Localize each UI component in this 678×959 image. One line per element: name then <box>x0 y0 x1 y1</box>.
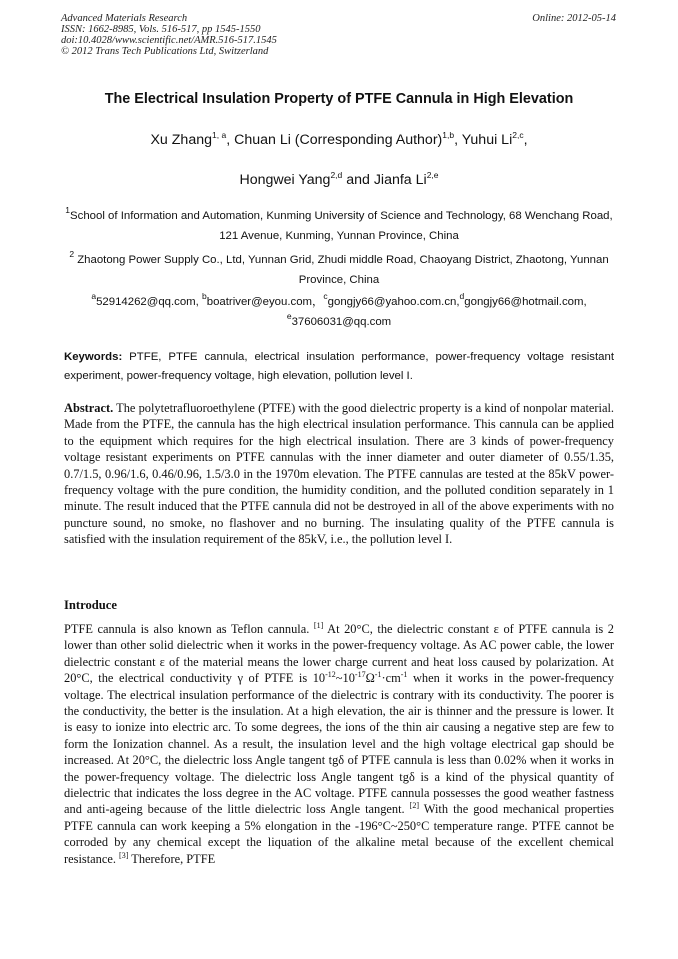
affiliation-1 <box>61 206 617 246</box>
author-name: Xu Zhang <box>150 132 212 148</box>
author-affil-marker: 2,e <box>426 170 439 180</box>
author-name: , Chuan Li (Corresponding Author) <box>226 132 443 148</box>
author-name: and Jianfa Li <box>342 172 427 188</box>
keywords-label: Keywords: <box>64 351 123 363</box>
journal-header <box>61 13 277 57</box>
abstract <box>64 400 614 548</box>
issn-line: ISSN: 1662-8985, Vols. 516-517, pp 1545-1550 <box>61 24 261 35</box>
author-separator: , <box>523 132 528 148</box>
email-address: 37606031@qq.com <box>291 316 392 328</box>
author-name: , Yuhui Li <box>454 132 513 148</box>
exponent: -17 <box>354 670 366 680</box>
author-line-2 <box>0 172 678 188</box>
citation-ref[interactable]: [3] <box>119 850 129 860</box>
author-affil-marker: 1,b <box>442 130 455 140</box>
intro-text: Ω <box>365 671 375 686</box>
affiliation-marker: 2 <box>69 249 75 259</box>
author-affil-marker: 2,c <box>512 130 524 140</box>
intro-text: ~10 <box>335 671 355 686</box>
keywords <box>64 348 614 386</box>
author-name: Hongwei Yang <box>239 172 331 188</box>
keywords-text: PTFE, PTFE cannula, electrical insulation performance, power-frequency voltage resistant experiment, power-frequency voltage, high elevation, pollution level I. <box>64 351 614 382</box>
abstract-label: Abstract. <box>64 401 114 415</box>
email-marker: d <box>459 291 465 301</box>
doi-line: doi:10.4028/www.scientific.net/AMR.516-517.1545 <box>61 35 277 46</box>
author-affil-marker: 2,d <box>330 170 343 180</box>
author-affil-marker: 1, a <box>212 130 227 140</box>
affiliation-text: Zhaotong Power Supply Co., Ltd, Yunnan Grid, Zhudi middle Road, Chaoyang District, Zhaotong, Yunnan Province, China <box>74 254 609 286</box>
journal-name: Advanced Materials Research <box>61 13 188 24</box>
affiliation-text: School of Information and Automation, Kunming University of Science and Technology, 68 Wenchang Road, 121 Avenue, Kunming, Yunnan Province, China <box>70 210 613 242</box>
section-heading-introduce: Introduce <box>64 598 117 612</box>
online-date: Online: 2012-05-14 <box>532 13 616 24</box>
abstract-text: The polytetrafluoroethylene (PTFE) with the good dielectric property is a kind of nonpolar material. Made from the PTFE, the cannula has the high electrical insulation performance. This cannula can be applied to the equipment which requires for the high electrical insulation. There are 3 kinds of power-frequency voltage resistant experiments on PTFE cannulas with the inner diameter and outer diameter of 0.55/1.35, 0.7/1.5, 0.96/1.6, 0.46/0.96, 1.5/3.0 in the 1970m elevation. The PTFE cannulas are tested at the 85kV power-frequency voltage with the pure condition, the humidity condition, and the polluted condition separately in 1 minute. The result induced that the PTFE cannula did not be destroyed in all of the above experiments with no puncture sound, no smoke, no flashover and no burning. The insulating quality of the PTFE cannula is satisfied with the insulation requirement of the 85kV, i.e., the pollution level I. <box>64 401 614 547</box>
citation-ref[interactable]: [1] <box>313 621 324 630</box>
paper-title: The Electrical Insulation Property of PTFE Cannula in High Elevation <box>104 91 574 107</box>
email-marker: c <box>323 291 328 301</box>
email-list <box>64 292 614 332</box>
introduce-paragraph <box>64 621 614 867</box>
exponent: -1 <box>400 670 408 680</box>
email-marker: b <box>202 291 207 301</box>
citation-ref[interactable]: [2] <box>409 801 419 811</box>
email-address: boatriver@eyou.com， <box>206 296 324 308</box>
intro-text: when it works in the power-frequency voltage. The electrical insulation performance of the dielectric is contrary with its conductivity. The poorer is the conductivity, the better is the insulation. At a high elevation, the air is thinner and the pressure is lower. It is easy to ionize into electric arc. To some degrees, the ions of the thin air causing a negative step are few to form the Ionization channel. As a result, the insulation level and the high voltage electrical gap should be increased. At 20°C, the dielectric loss Angle tangent tgδ of PTFE cannula is less than 0.02% when it works in the power-frequency voltage. The dielectric loss Angle tangent tgδ is a kind of the physical quantity of dielectric that indicates the loss degree in the AC voltage. PTFE cannula possesses the good weather fastness and anti-ageing because of the little dielectric loss Angle tangent. <box>64 671 614 817</box>
email-address: 52914262@qq.com, <box>96 296 203 308</box>
email-marker: a <box>91 291 97 301</box>
copyright-line: © 2012 Trans Tech Publications Ltd, Switzerland <box>61 46 269 57</box>
intro-text: ·cm <box>381 671 401 686</box>
email-marker: e <box>286 311 292 321</box>
intro-text: Therefore, PTFE <box>128 851 216 866</box>
email-address: gongjy66@yahoo.com.cn, <box>327 296 460 308</box>
exponent: -1 <box>374 670 382 680</box>
author-line-1 <box>0 132 678 148</box>
exponent: -12 <box>325 670 336 680</box>
affiliation-2 <box>64 250 614 290</box>
email-address: gongjy66@hotmail.com, <box>464 296 587 308</box>
intro-text: PTFE cannula is also known as Teflon cannula. <box>64 622 314 636</box>
intro-text: With the good mechanical properties PTFE cannula can work keeping a 5% elongation in the -196°C~250°C temperature range. PTFE cannot be corroded by any chemical except the liquation of the alkaline metal because of the excellent chemical resistance. <box>64 802 614 866</box>
intro-text: At 20°C, the dielectric constant ε of PTFE cannula is 2 lower than other solid dielectric when it works in the power-frequency voltage. As AC power cable, the lower dielectric constant ε of the material means the lower charge current and heat loss caused by polarization. At 20°C, the electrical conductivity γ of PTFE is 10 <box>64 622 614 686</box>
affiliation-marker: 1 <box>65 205 71 215</box>
